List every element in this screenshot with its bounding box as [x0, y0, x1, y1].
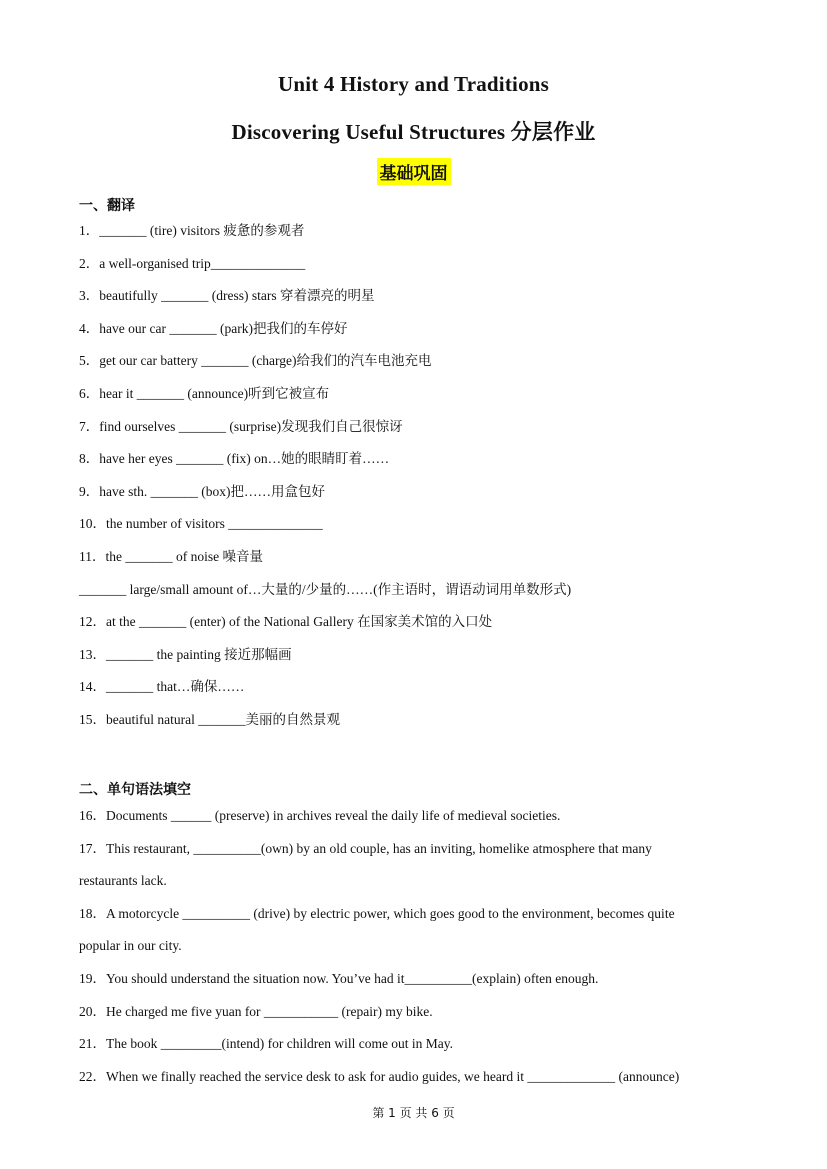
list-item: restaurants lack. — [79, 873, 167, 889]
list-item: 10．the number of visitors ______________ — [79, 516, 323, 532]
section-grammar-heading: 二、单句语法填空 — [79, 782, 191, 798]
list-item: 6．hear it _______ (announce)听到它被宣布 — [79, 385, 330, 401]
list-item: 14．_______ that…确保…… — [79, 679, 245, 695]
list-item: _______ large/small amount of…大量的/少量的……(作主语时，谓语动词用单数形式) — [79, 581, 572, 597]
level-badge-wrap — [0, 158, 827, 185]
page-footer: 第 1 页 共 6 页 — [372, 1106, 455, 1120]
list-item: 17．This restaurant, __________(own) by an old couple, has an inviting, homelike atmosphere that many — [79, 840, 652, 856]
list-item: 3．beautifully _______ (dress) stars 穿着漂亮的明星 — [79, 288, 375, 304]
document-subtitle: Discovering Useful Structures 分层作业 — [231, 120, 596, 144]
section-translation-heading: 一、翻译 — [79, 198, 135, 214]
translation-list — [79, 222, 749, 744]
list-item: 2．a well-organised trip______________ — [79, 255, 306, 271]
list-item: 15．beautiful natural _______美丽的自然景观 — [79, 711, 340, 727]
list-item: 11．the _______ of noise 噪音量 — [79, 548, 263, 564]
document-title: Unit 4 History and Traditions — [277, 72, 550, 96]
list-item: 22．When we finally reached the service desk to ask for audio guides, we heard it _____________ (announce) — [79, 1068, 680, 1084]
level-badge: 基础巩固 — [377, 158, 451, 185]
list-item: 5．get our car battery _______ (charge)给我们的汽车电池充电 — [79, 353, 432, 369]
list-item: 21．The book _________(intend) for children will come out in May. — [79, 1036, 454, 1052]
list-item: 4．have our car _______ (park)把我们的车停好 — [79, 320, 348, 336]
list-item: 19．You should understand the situation now. You’ve had it__________(explain) often enough. — [79, 970, 599, 986]
list-item: 1．_______ (tire) visitors 疲惫的参观者 — [79, 223, 305, 238]
list-item: 16．Documents ______ (preserve) in archives reveal the daily life of medieval societies. — [79, 808, 561, 823]
list-item: popular in our city. — [79, 938, 182, 954]
list-item: 20．He charged me five yuan for ___________ (repair) my bike. — [79, 1003, 433, 1019]
grammar-list — [79, 807, 749, 1100]
list-item: 18．A motorcycle __________ (drive) by electric power, which goes good to the environment, becomes quite — [79, 905, 675, 921]
list-item: 12．at the _______ (enter) of the National Gallery 在国家美术馆的入口处 — [79, 614, 493, 630]
list-item: 9．have sth. _______ (box)把……用盒包好 — [79, 483, 325, 499]
list-item: 7．find ourselves _______ (surprise)发现我们自己很惊讶 — [79, 418, 403, 434]
list-item: 8．have her eyes _______ (fix) on…她的眼睛盯着…… — [79, 451, 390, 467]
list-item: 13．_______ the painting 接近那幅画 — [79, 646, 292, 662]
